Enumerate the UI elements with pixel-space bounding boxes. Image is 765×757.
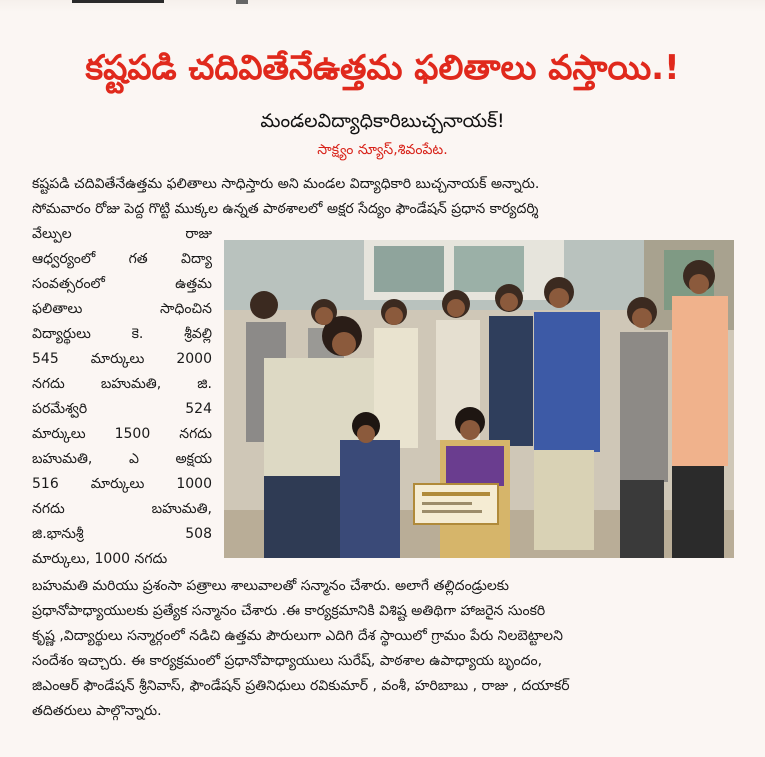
body-line: జిఎంఆర్ ఫౌండేషన్ శ్రీనివాస్, ఫౌండేషన్ ప్రతినిధులు రవికుమార్ , వంశీ, హరిబాబు , రాజు , దయాకర్ [32,678,570,694]
body-line: కష్టపడి చదివితేనేఉత్తమ ఫలితాలు సాధిస్తారు అని మండల విద్యాధికారి బుచ్చనాయక్ అన్నారు. [32,176,540,192]
body-line: ప్రధానోపాధ్యాయులకు ప్రత్యేక సన్మానం చేశారు .ఈ కార్యక్రమానికి విశిష్ట అతిథిగా హాజరైన సుంకరి [32,603,546,619]
body-line: సోమవారం రోజు పెద్ద గొట్టి ముక్కల ఉన్నత పాఠశాలలో అక్షర సేద్యం ఫౌండేషన్ ప్రధాన కార్యదర్శి [32,201,539,217]
column-line: మార్కులు, 1000 నగదు [32,551,168,567]
column-line: ఫలితాలు సాధించిన [32,301,212,317]
dateline: సాక్ష్యం న్యూస్,శివంపేట. [317,142,448,158]
body-column [32,222,212,572]
subheadline: మండలవిద్యాధికారిబుచ్చనాయక్! [260,110,505,132]
column-line: మార్కులు 1500 నగదు [32,426,212,442]
column-line: సంవత్సరంలో ఉత్తమ [32,276,212,292]
body-line: సందేశం ఇచ్చారు. ఈ కార్యక్రమంలో ప్రధానోపాధ్యాయులు సురేష్, పాఠశాల ఉపాధ్యాయ బృందం, [32,653,543,669]
column-line: బహుమతి, ఎ అక్షయ [32,451,212,467]
column-line: వేల్పుల రాజు [32,226,212,242]
column-line: ఆధ్వర్యంలో గత విద్యా [32,251,212,267]
cropped-header-strip [0,0,765,12]
news-photo [224,240,734,558]
body-line: బహుమతి మరియు ప్రశంసా పత్రాలు శాలువాలతో సన్మానం చేశారు. అలాగే తల్లిదండ్రులకు [32,578,509,594]
column-line: నగదు బహుమతి, జి. [32,376,212,392]
column-line: నగదు బహుమతి, [32,501,212,517]
header-fragment [236,0,248,4]
column-line: 545 మార్కులు 2000 [32,351,212,367]
header-rule [72,0,164,3]
column-line: పరమేశ్వరి 524 [32,401,212,417]
column-line: 516 మార్కులు 1000 [32,476,212,492]
body-line: తదితరులు పాల్గొన్నారు. [32,703,162,719]
body-line: కృష్ణ ,విద్యార్థులు సన్మార్గంలో నడిచి ఉత్తమ పౌరులుగా ఎదిగి దేశ స్థాయిలో గ్రామం పేరు నిలబెట్టాలని [32,628,563,644]
column-line: విద్యార్థులు కె. శ్రీవల్లి [32,326,212,342]
headline: కష్టపడి చదివితేనేఉత్తమ ఫలితాలు వస్తాయి.! [85,48,680,88]
column-line: జి.భానుశ్రీ 508 [32,526,212,542]
